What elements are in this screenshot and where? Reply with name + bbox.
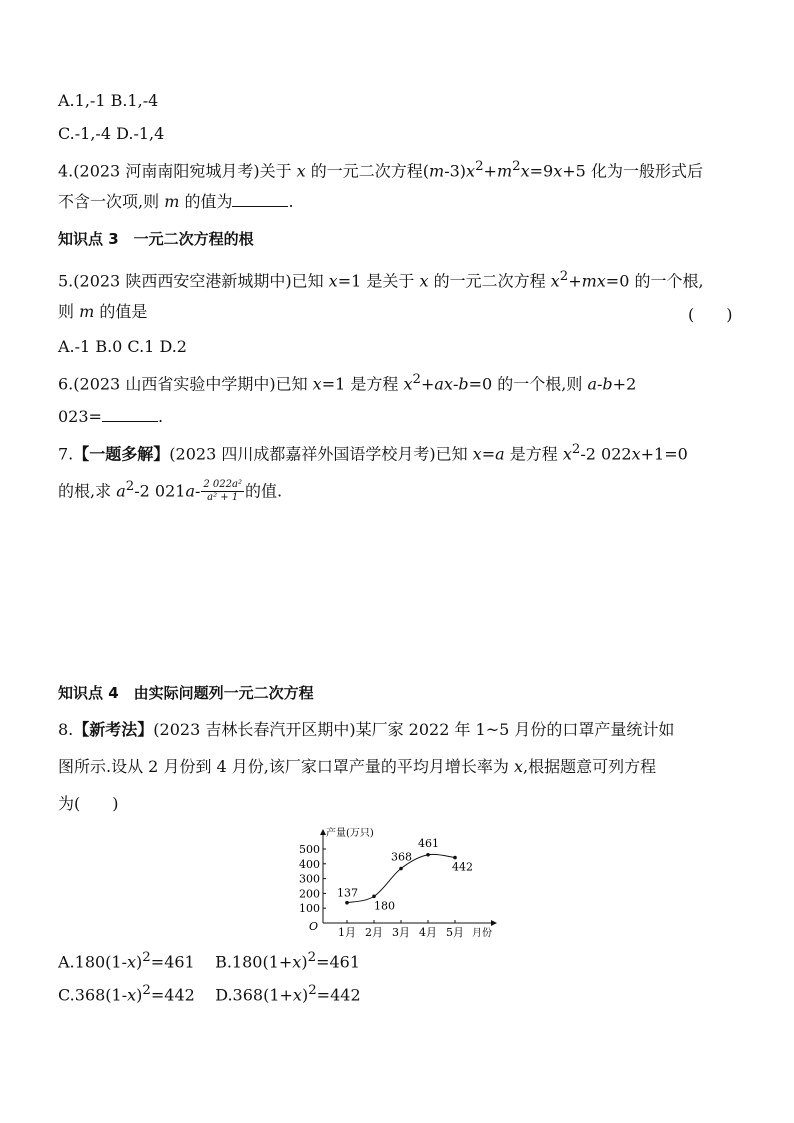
q4-text: 的一元二次方程( — [305, 161, 430, 181]
q7-text: -2 021 — [134, 481, 186, 501]
q4-text: =9 — [529, 161, 554, 181]
var-x: x — [550, 271, 560, 291]
q8-number: 8. — [58, 720, 74, 739]
production-line-chart — [290, 826, 510, 942]
section-heading-4: 知识点 4 由实际问题列一元二次方程 — [58, 684, 314, 702]
option-b-text: B.180(1+ — [215, 952, 293, 972]
q5-text: 已知 — [291, 271, 329, 291]
q5-text: 的一元二次方程 — [428, 271, 551, 291]
q5-text: 的值是 — [94, 302, 148, 321]
q7-tag: 【一题多解】 — [73, 444, 170, 464]
answer-blank[interactable] — [102, 405, 158, 422]
data-point — [345, 901, 349, 905]
q6-text: . — [157, 407, 164, 426]
data-point — [399, 867, 403, 871]
var-m: m — [429, 161, 445, 181]
option-a-text: A.180(1- — [58, 952, 128, 972]
data-point — [453, 856, 457, 860]
q6-line2 — [58, 405, 163, 427]
q5-text: =0 的一个根, — [605, 271, 704, 291]
var-x: x — [472, 444, 482, 464]
var-m: m — [164, 192, 180, 211]
q7-text: 已知 — [435, 444, 473, 464]
fraction-numerator: 2 022a² — [203, 479, 242, 491]
data-point — [426, 853, 430, 857]
var-x: x — [328, 271, 338, 291]
q8-tag: 【新考法】 — [73, 720, 154, 739]
var-x: x — [596, 271, 606, 291]
var-x: x — [443, 374, 453, 394]
q7-text: +1=0 — [640, 444, 688, 464]
q4-text: + — [483, 161, 497, 181]
var-x: x — [631, 444, 641, 464]
q5-source: (2023 陕西西安空港新城期中) — [73, 271, 292, 291]
data-label: 442 — [452, 860, 473, 874]
q7-number: 7. — [58, 444, 74, 464]
var-x: x — [466, 161, 476, 181]
x-tick-label: 5月 — [446, 926, 464, 939]
y-tick-label: 100 — [299, 902, 320, 916]
q6-text: =0 的一个根,则 — [468, 374, 588, 394]
var-x: x — [292, 985, 302, 1005]
q4-text: -3) — [444, 161, 467, 181]
q7-line2: 的根,求 $a^2-2$ 021a- $\frac{\text{2 022a²}}{\text{a² + 1}}$ 的值. — [58, 479, 283, 504]
y-tick-label: 400 — [299, 857, 320, 871]
y-tick-label: 300 — [299, 872, 320, 886]
var-x: x — [419, 271, 429, 291]
option-c-text: C.368(1- — [58, 985, 128, 1005]
var-b: b — [602, 374, 613, 394]
x-axis-label: 月份 — [472, 928, 492, 939]
q4-text: 的值为 — [179, 192, 233, 211]
q8-text: 某厂家 2022 年 1~5 月份的口罩产量统计如 — [355, 720, 675, 739]
q8-line3: 为( ) — [58, 794, 119, 813]
q4-source: (2023 河南南阳宛城月考) — [73, 161, 260, 181]
y-tick-label: 500 — [299, 843, 320, 856]
var-x: x — [296, 161, 306, 181]
q6-text: 023= — [58, 407, 102, 426]
var-a: a — [587, 374, 598, 394]
q8-options-line1: $A.180(1-x)^2=461$ $B.180(1+x)^2=461$ — [58, 950, 361, 972]
origin-label: O — [309, 920, 319, 933]
var-x: x — [127, 952, 137, 972]
q5-text: + — [568, 271, 582, 291]
x-tick-label: 1月 — [338, 926, 356, 939]
y-tick-label: 200 — [299, 887, 320, 901]
q7-text: -2 022 — [580, 444, 632, 464]
q4-text: 不含一次项,则 — [58, 192, 165, 211]
var-a: a — [185, 481, 195, 501]
q8-text: ,根据题意可列方程 — [523, 757, 657, 776]
var-x: x — [403, 374, 413, 394]
q8-source: (2023 吉林长春汽开区期中) — [153, 720, 356, 739]
q4-text: . — [288, 192, 294, 211]
fraction-denominator: a² + 1 — [207, 492, 239, 504]
option-d-text: D.368(1+ — [215, 985, 293, 1005]
data-label: 461 — [418, 836, 439, 850]
data-label: 137 — [337, 886, 358, 900]
q6-text: =1 是方程 — [321, 374, 404, 394]
var-m: m — [581, 271, 597, 291]
q6-line1: 6.(2023 山西省实验中学期中)已知 x=1 是方程 $x^2+ax-b=0$ 的一个根,则 a-b+2 — [58, 372, 637, 394]
q4-line1: 4.(2023 河南南阳宛城月考)关于 x 的一元二次方程$(m-3)x^2+m^2x=9x+5$ 化为一般形式后 — [58, 159, 703, 181]
var-x: x — [562, 444, 572, 464]
var-m: m — [496, 161, 513, 181]
q7-text: 的值. — [245, 481, 283, 501]
q6-text: +2 — [612, 374, 637, 394]
q5-number: 5. — [58, 271, 74, 291]
q5-line2 — [58, 302, 147, 322]
x-tick-label: 4月 — [419, 926, 437, 939]
data-label: 180 — [374, 899, 395, 913]
q7-text: 的根,求 — [58, 481, 117, 501]
q6-source: (2023 山西省实验中学期中) — [73, 374, 276, 394]
answer-blank[interactable] — [232, 190, 288, 207]
q4-text: +5 化为一般形式后 — [562, 161, 703, 181]
q7-source: (2023 四川成都嘉祥外国语学校月考) — [169, 444, 436, 464]
q8-line2 — [58, 757, 656, 777]
option-c-text: =442 — [150, 985, 195, 1005]
q6-text: 已知 — [275, 374, 313, 394]
option-b-text: =461 — [316, 952, 361, 972]
var-x: x — [513, 757, 523, 776]
var-m: m — [79, 302, 95, 321]
q5-options: A.-1 B.0 C.1 D.2 — [58, 337, 187, 356]
var-a: a — [434, 374, 444, 394]
q7-line1: 7.【一题多解】(2023 四川成都嘉祥外国语学校月考)已知 x=a 是方程 $x^2-2$ 022x+1=0 — [58, 442, 688, 464]
x-tick-label: 3月 — [392, 926, 410, 939]
q4-line2 — [58, 190, 294, 212]
q6-text: - — [452, 374, 459, 394]
section-heading-3: 知识点 3 一元二次方程的根 — [58, 230, 254, 248]
q8-text: 图所示.设从 2 月份到 4 月份,该厂家口罩产量的平均月增长率为 — [58, 757, 514, 776]
q3-options-line1: A.1,-1 B.1,-4 — [58, 91, 159, 110]
y-axis-label: 产量(万只) — [326, 828, 374, 839]
q5-line1: 5.(2023 陕西西安空港新城期中)已知 x=1 是关于 x 的一元二次方程 $x^2+mx=0$ 的一个根, — [58, 269, 704, 291]
q3-options-line2: C.-1,-4 D.-1,4 — [58, 124, 165, 143]
q4-number: 4. — [58, 161, 74, 181]
var-b: b — [458, 374, 469, 394]
q8-line1 — [58, 720, 674, 740]
var-x: x — [312, 374, 322, 394]
var-x: x — [553, 161, 563, 181]
q6-number: 6. — [58, 374, 74, 394]
q4-text: 关于 — [259, 161, 297, 181]
option-a-text: =461 — [150, 952, 195, 972]
data-point — [372, 895, 376, 899]
q7-text: 是方程 — [504, 444, 563, 464]
q5-answer-paren[interactable]: ( ) — [688, 305, 733, 324]
x-tick-label: 2月 — [365, 926, 383, 939]
option-d-text: =442 — [316, 985, 361, 1005]
q7-text: = — [481, 444, 496, 464]
q6-text: - — [597, 374, 603, 394]
q8-options-line2: $C.368(1-x)^2=442$ $D.368(1+x)^2=442$ — [58, 983, 361, 1005]
q5-text: 则 — [58, 302, 80, 321]
fraction — [201, 479, 244, 504]
var-x: x — [127, 985, 137, 1005]
q5-text: =1 是关于 — [337, 271, 420, 291]
data-label: 368 — [391, 850, 412, 864]
var-a: a — [116, 481, 126, 501]
var-x: x — [292, 952, 302, 972]
var-x: x — [520, 161, 530, 181]
q6-text: + — [420, 374, 435, 394]
var-a: a — [495, 444, 505, 464]
